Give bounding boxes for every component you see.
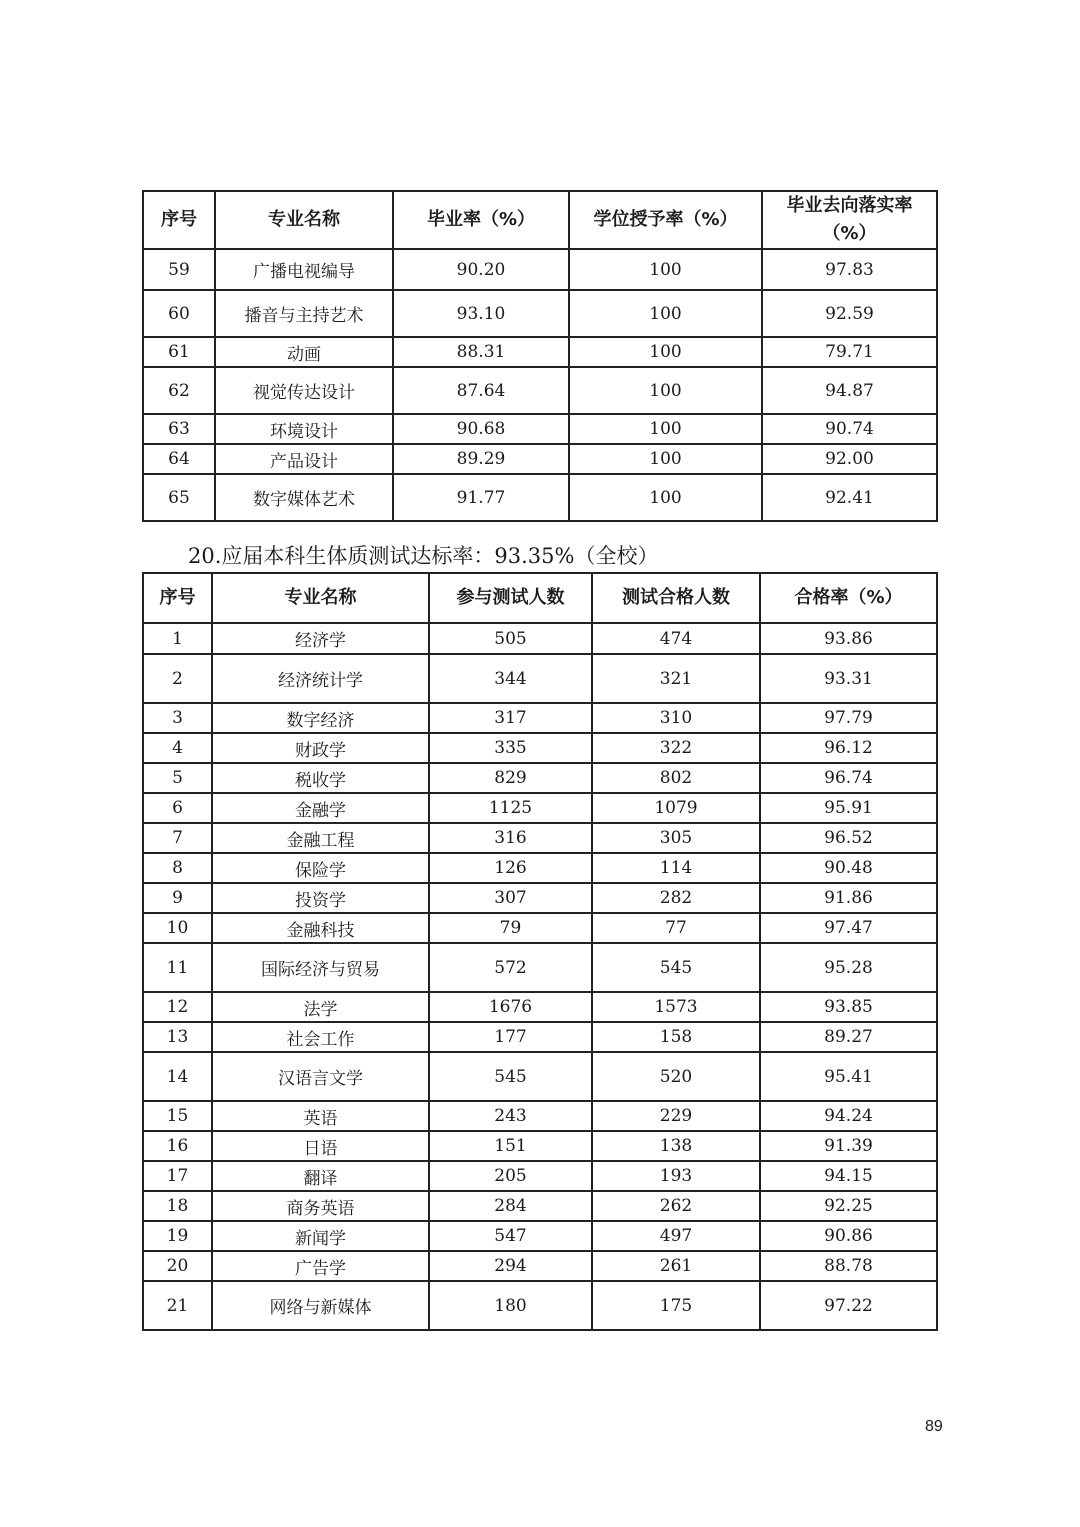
table-cell: 金融工程: [212, 823, 429, 853]
table-cell: 100: [569, 474, 762, 521]
table-cell: 12: [143, 992, 212, 1022]
table-cell: 229: [592, 1101, 760, 1131]
header-cell: 参与测试人数: [429, 573, 592, 623]
table-cell: 305: [592, 823, 760, 853]
table-cell: 95.28: [760, 943, 937, 992]
table-cell: 1676: [429, 992, 592, 1022]
table-cell: 97.22: [760, 1281, 937, 1330]
table-cell: 7: [143, 823, 212, 853]
table-cell: 87.64: [393, 367, 569, 414]
table-row: [143, 474, 937, 521]
table-cell: 151: [429, 1131, 592, 1161]
table-cell: 96.52: [760, 823, 937, 853]
table-cell: 59: [143, 249, 215, 290]
table-row: [143, 883, 937, 913]
table-cell: 数字经济: [212, 703, 429, 733]
table-cell: 1125: [429, 793, 592, 823]
table-cell: 97.83: [762, 249, 937, 290]
table-row: [143, 853, 937, 883]
table-cell: 317: [429, 703, 592, 733]
table-cell: 92.00: [762, 444, 937, 474]
table-cell: 61: [143, 337, 215, 367]
table-cell: 126: [429, 853, 592, 883]
table-cell: 94.87: [762, 367, 937, 414]
table-cell: 11: [143, 943, 212, 992]
table-cell: 310: [592, 703, 760, 733]
table-cell: 93.86: [760, 623, 937, 654]
table-row: [143, 367, 937, 414]
table-cell: 数字媒体艺术: [215, 474, 393, 521]
table-cell: 335: [429, 733, 592, 763]
table-cell: 广播电视编导: [215, 249, 393, 290]
table-cell: 97.79: [760, 703, 937, 733]
table-cell: 62: [143, 367, 215, 414]
table-cell: 282: [592, 883, 760, 913]
table-cell: 193: [592, 1161, 760, 1191]
table-cell: 79: [429, 913, 592, 943]
table-cell: 322: [592, 733, 760, 763]
table-cell: 经济学: [212, 623, 429, 654]
table-cell: 社会工作: [212, 1022, 429, 1052]
table-cell: 262: [592, 1191, 760, 1221]
table-cell: 175: [592, 1281, 760, 1330]
table-cell: 8: [143, 853, 212, 883]
header-cell: 序号: [143, 191, 215, 249]
table-cell: 261: [592, 1251, 760, 1281]
table-cell: 6: [143, 793, 212, 823]
table-cell: 5: [143, 763, 212, 793]
table-cell: 92.25: [760, 1191, 937, 1221]
table-cell: 1079: [592, 793, 760, 823]
table-cell: 产品设计: [215, 444, 393, 474]
table-cell: 307: [429, 883, 592, 913]
header-cell: 专业名称: [212, 573, 429, 623]
table-cell: 保险学: [212, 853, 429, 883]
table-cell: 13: [143, 1022, 212, 1052]
table-cell: 88.31: [393, 337, 569, 367]
table-cell: 138: [592, 1131, 760, 1161]
table-row: [143, 943, 937, 992]
table-cell: 89.29: [393, 444, 569, 474]
table-cell: 520: [592, 1052, 760, 1101]
table-row: [143, 337, 937, 367]
table-row: [143, 733, 937, 763]
table-cell: 汉语言文学: [212, 1052, 429, 1101]
graduation-rate-table: [142, 190, 938, 522]
table-cell: 90.48: [760, 853, 937, 883]
table-row: [143, 913, 937, 943]
table-cell: 64: [143, 444, 215, 474]
table-row: [143, 763, 937, 793]
section-heading: 20.应届本科生体质测试达标率：93.35%（全校）: [188, 544, 659, 568]
table-cell: 90.20: [393, 249, 569, 290]
table-row: [143, 1251, 937, 1281]
table-cell: 3: [143, 703, 212, 733]
table-header-row: [143, 191, 937, 249]
table-row: [143, 654, 937, 703]
table-cell: 17: [143, 1161, 212, 1191]
table-cell: 广告学: [212, 1251, 429, 1281]
table-row: [143, 1022, 937, 1052]
table-row: [143, 793, 937, 823]
table-cell: 243: [429, 1101, 592, 1131]
table-row: [143, 1191, 937, 1221]
table-cell: 14: [143, 1052, 212, 1101]
table-cell: 93.10: [393, 290, 569, 337]
table-cell: 财政学: [212, 733, 429, 763]
table-row: [143, 703, 937, 733]
table-cell: 2: [143, 654, 212, 703]
header-cell: 序号: [143, 573, 212, 623]
table-cell: 视觉传达设计: [215, 367, 393, 414]
table-cell: 100: [569, 249, 762, 290]
table-cell: 15: [143, 1101, 212, 1131]
table-cell: 20: [143, 1251, 212, 1281]
table-cell: 321: [592, 654, 760, 703]
table-cell: 90.68: [393, 414, 569, 444]
table-row: [143, 1052, 937, 1101]
table-row: [143, 1161, 937, 1191]
table-row: [143, 623, 937, 654]
table-cell: 94.15: [760, 1161, 937, 1191]
table-cell: 环境设计: [215, 414, 393, 444]
table-cell: 国际经济与贸易: [212, 943, 429, 992]
table-row: [143, 414, 937, 444]
table-row: [143, 823, 937, 853]
table-cell: 18: [143, 1191, 212, 1221]
table-cell: 95.91: [760, 793, 937, 823]
header-cell: 测试合格人数: [592, 573, 760, 623]
table-cell: 商务英语: [212, 1191, 429, 1221]
table-cell: 100: [569, 367, 762, 414]
table-cell: 100: [569, 290, 762, 337]
table-cell: 547: [429, 1221, 592, 1251]
table-cell: 284: [429, 1191, 592, 1221]
table-cell: 投资学: [212, 883, 429, 913]
table-row: [143, 290, 937, 337]
table-cell: 89.27: [760, 1022, 937, 1052]
table-cell: 金融学: [212, 793, 429, 823]
table-row: [143, 1101, 937, 1131]
table-cell: 9: [143, 883, 212, 913]
table-cell: 177: [429, 1022, 592, 1052]
header-cell: 毕业去向落实率（%）: [762, 191, 937, 249]
table-cell: 经济统计学: [212, 654, 429, 703]
table-cell: 497: [592, 1221, 760, 1251]
table-cell: 95.41: [760, 1052, 937, 1101]
table-cell: 205: [429, 1161, 592, 1191]
table-cell: 77: [592, 913, 760, 943]
table-cell: 100: [569, 414, 762, 444]
table-cell: 96.74: [760, 763, 937, 793]
table-cell: 316: [429, 823, 592, 853]
table-cell: 92.59: [762, 290, 937, 337]
table-cell: 97.47: [760, 913, 937, 943]
table-cell: 日语: [212, 1131, 429, 1161]
table-cell: 1573: [592, 992, 760, 1022]
table-cell: 动画: [215, 337, 393, 367]
header-cell: 毕业率（%）: [393, 191, 569, 249]
table-cell: 播音与主持艺术: [215, 290, 393, 337]
table-cell: 505: [429, 623, 592, 654]
table-cell: 294: [429, 1251, 592, 1281]
table-cell: 新闻学: [212, 1221, 429, 1251]
physical-test-table: [142, 572, 938, 1331]
header-cell: 专业名称: [215, 191, 393, 249]
table-cell: 91.86: [760, 883, 937, 913]
table-cell: 翻译: [212, 1161, 429, 1191]
table-cell: 税收学: [212, 763, 429, 793]
table-cell: 93.85: [760, 992, 937, 1022]
table-cell: 63: [143, 414, 215, 444]
table-cell: 1: [143, 623, 212, 654]
table-cell: 21: [143, 1281, 212, 1330]
table-row: [143, 1221, 937, 1251]
table-cell: 114: [592, 853, 760, 883]
table-cell: 10: [143, 913, 212, 943]
table-row: [143, 1131, 937, 1161]
table-cell: 802: [592, 763, 760, 793]
table-cell: 91.39: [760, 1131, 937, 1161]
table-header-row: [143, 573, 937, 623]
table-cell: 英语: [212, 1101, 429, 1131]
table-cell: 法学: [212, 992, 429, 1022]
table-cell: 91.77: [393, 474, 569, 521]
table-row: [143, 444, 937, 474]
table-cell: 94.24: [760, 1101, 937, 1131]
table-row: [143, 992, 937, 1022]
table-cell: 60: [143, 290, 215, 337]
table-cell: 344: [429, 654, 592, 703]
table-cell: 829: [429, 763, 592, 793]
table-cell: 90.74: [762, 414, 937, 444]
table-cell: 93.31: [760, 654, 937, 703]
table-cell: 19: [143, 1221, 212, 1251]
table-cell: 金融科技: [212, 913, 429, 943]
table-cell: 545: [592, 943, 760, 992]
table-cell: 158: [592, 1022, 760, 1052]
table-cell: 96.12: [760, 733, 937, 763]
table-cell: 474: [592, 623, 760, 654]
table-cell: 572: [429, 943, 592, 992]
table-cell: 网络与新媒体: [212, 1281, 429, 1330]
table-cell: 4: [143, 733, 212, 763]
table-cell: 545: [429, 1052, 592, 1101]
table-cell: 90.86: [760, 1221, 937, 1251]
table-cell: 100: [569, 337, 762, 367]
table-cell: 65: [143, 474, 215, 521]
table-cell: 79.71: [762, 337, 937, 367]
table-cell: 88.78: [760, 1251, 937, 1281]
page-number: 89: [925, 1418, 943, 1435]
header-cell: 合格率（%）: [760, 573, 937, 623]
table-cell: 180: [429, 1281, 592, 1330]
table-cell: 16: [143, 1131, 212, 1161]
table-row: [143, 1281, 937, 1330]
header-cell: 学位授予率（%）: [569, 191, 762, 249]
table-cell: 92.41: [762, 474, 937, 521]
table-cell: 100: [569, 444, 762, 474]
table-row: [143, 249, 937, 290]
